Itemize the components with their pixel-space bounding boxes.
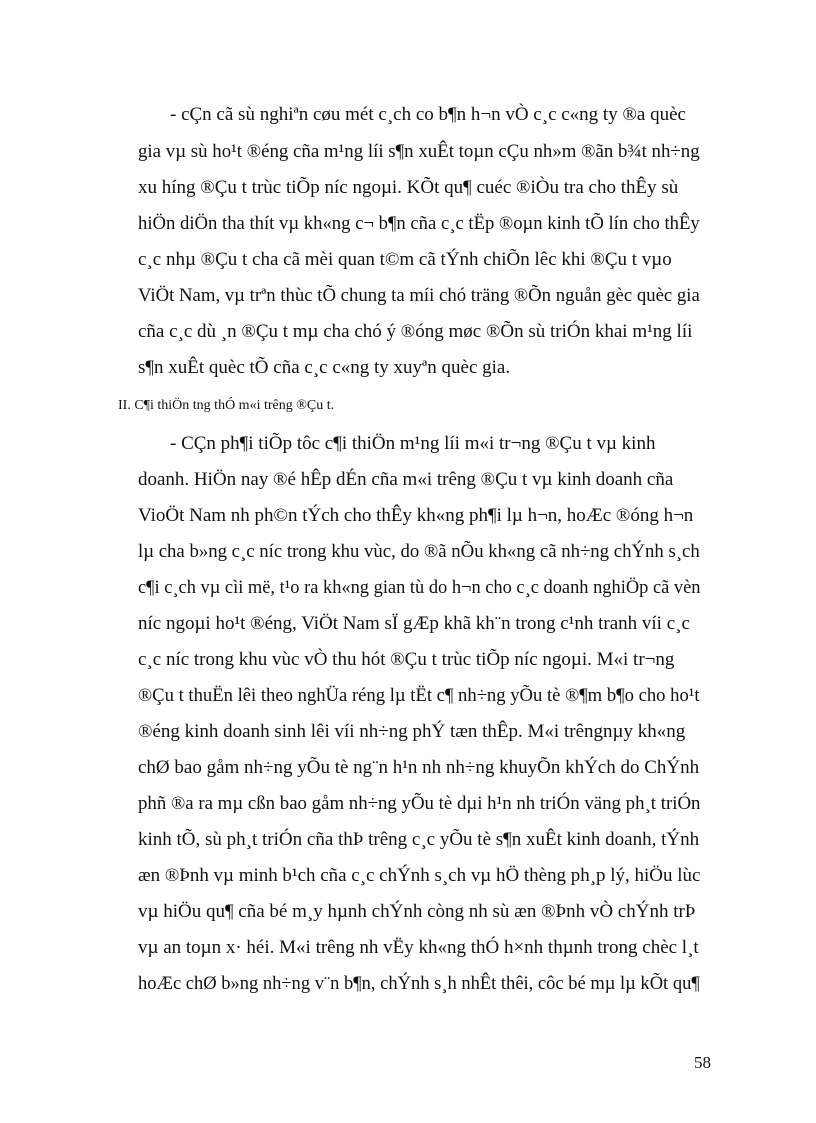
text-line: - cÇn cã sù nghiªn cøu mét c¸ch co b¶n h¬n vÒ c¸c c«ng ty ®a quèc	[170, 104, 686, 125]
text-line: doanh. HiÖn nay ®é hÊp dÉn cña m«i trêng ®Çu t vµ kinh doanh cña	[138, 469, 674, 490]
text-line: ®Çu t thuËn lêi theo nghÜa réng lµ tËt c¶ nh÷ng yÕu tè ®¶m b¶o cho ho¹t	[138, 685, 700, 706]
text-line: s¶n xuÊt quèc tÕ cña c¸c c«ng ty xuyªn quèc gia.	[138, 357, 511, 378]
text-line: VioÖt Nam nh ph©n tÝch cho thÊy kh«ng ph¶i lµ h¬n, hoÆc ®óng h¬n	[138, 505, 694, 526]
text-line: gia vµ sù ho¹t ®éng cña m¹ng líi s¶n xuÊt toµn cÇu nh»m ®ãn b¾t nh÷ng	[138, 141, 700, 162]
text-line: lµ cha b»ng c¸c níc trong khu vùc, do ®ã nÕu kh«ng cã nh÷ng chÝnh s¸ch	[138, 541, 700, 562]
text-line: hoÆc chØ b»ng nh÷ng v¨n b¶n, chÝnh s¸h nhÊt thêi, côc bé mµ lµ kÕt qu¶	[138, 973, 700, 994]
text-line: æn ®Þnh vµ minh b¹ch cña c¸c chÝnh s¸ch vµ hÖ thèng ph¸p lý, hiÖu lùc	[138, 865, 701, 886]
text-line: c¸c nhµ ®Çu t cha cã mèi quan t©m cã tÝnh chiÕn lêc khi ®Çu t vµo	[138, 249, 672, 270]
text-line: cña c¸c dù ¸n ®Çu t mµ cha chó ý ®óng møc ®Õn sù triÓn khai m¹ng líi	[138, 321, 693, 342]
text-line: kinh tÕ, sù ph¸t triÓn cña thÞ trêng c¸c yÕu tè s¶n xuÊt kinh doanh, tÝnh	[138, 829, 700, 850]
text-line: phñ ®a ra mµ cßn bao gåm nh÷ng yÕu tè dµi h¹n nh triÓn väng ph¸t triÓn	[138, 793, 701, 814]
text-line: ViÖt Nam, vµ trªn thùc tÕ chung ta míi chó träng ®Õn nguån gèc quèc gia	[138, 285, 700, 306]
section-heading: II. C¶i thiÖn tng thÓ m«i trêng ®Çu t.	[118, 398, 335, 413]
text-line: vµ an toµn x· héi. M«i trêng nh vËy kh«ng thÓ h×nh thµnh trong chèc l¸t	[138, 937, 699, 958]
text-line: vµ hiÖu qu¶ cña bé m¸y hµnh chÝnh còng nh sù æn ®Þnh vÒ chÝnh trÞ	[138, 901, 696, 922]
text-line: c¶i c¸ch vµ cìi më, t¹o ra kh«ng gian tù do h¬n cho c¸c doanh nghiÖp cã vèn	[138, 577, 701, 598]
text-line: c¸c níc trong khu vùc vÒ thu hót ®Çu t trùc tiÕp níc ngoµi. M«i tr¬ng	[138, 649, 675, 670]
page-number: 58	[694, 1053, 711, 1072]
text-line: chØ bao gåm nh÷ng yÕu tè ng¨n h¹n nh nh÷ng khuyÕn khÝch do ChÝnh	[138, 757, 700, 778]
text-line: - CÇn ph¶i tiÕp tôc c¶i thiÖn m¹ng líi m«i tr¬ng ®Çu t vµ kinh	[170, 433, 656, 454]
text-line: hiÖn diÖn tha thít vµ kh«ng c¬ b¶n cña c¸c tËp ®oµn kinh tÕ lín cho thÊy	[138, 213, 700, 234]
text-line: ®éng kinh doanh sinh lêi víi nh÷ng phÝ tæn thÊp. M«i trêngnµy kh«ng	[138, 721, 686, 742]
text-line: xu híng ®Çu t trùc tiÕp níc ngoµi. KÕt qu¶ cuéc ®iÒu tra cho thÊy sù	[138, 177, 679, 198]
text-line: níc ngoµi ho¹t ®éng, ViÖt Nam sÏ gÆp khã kh¨n trong c¹nh tranh víi c¸c	[138, 613, 690, 634]
